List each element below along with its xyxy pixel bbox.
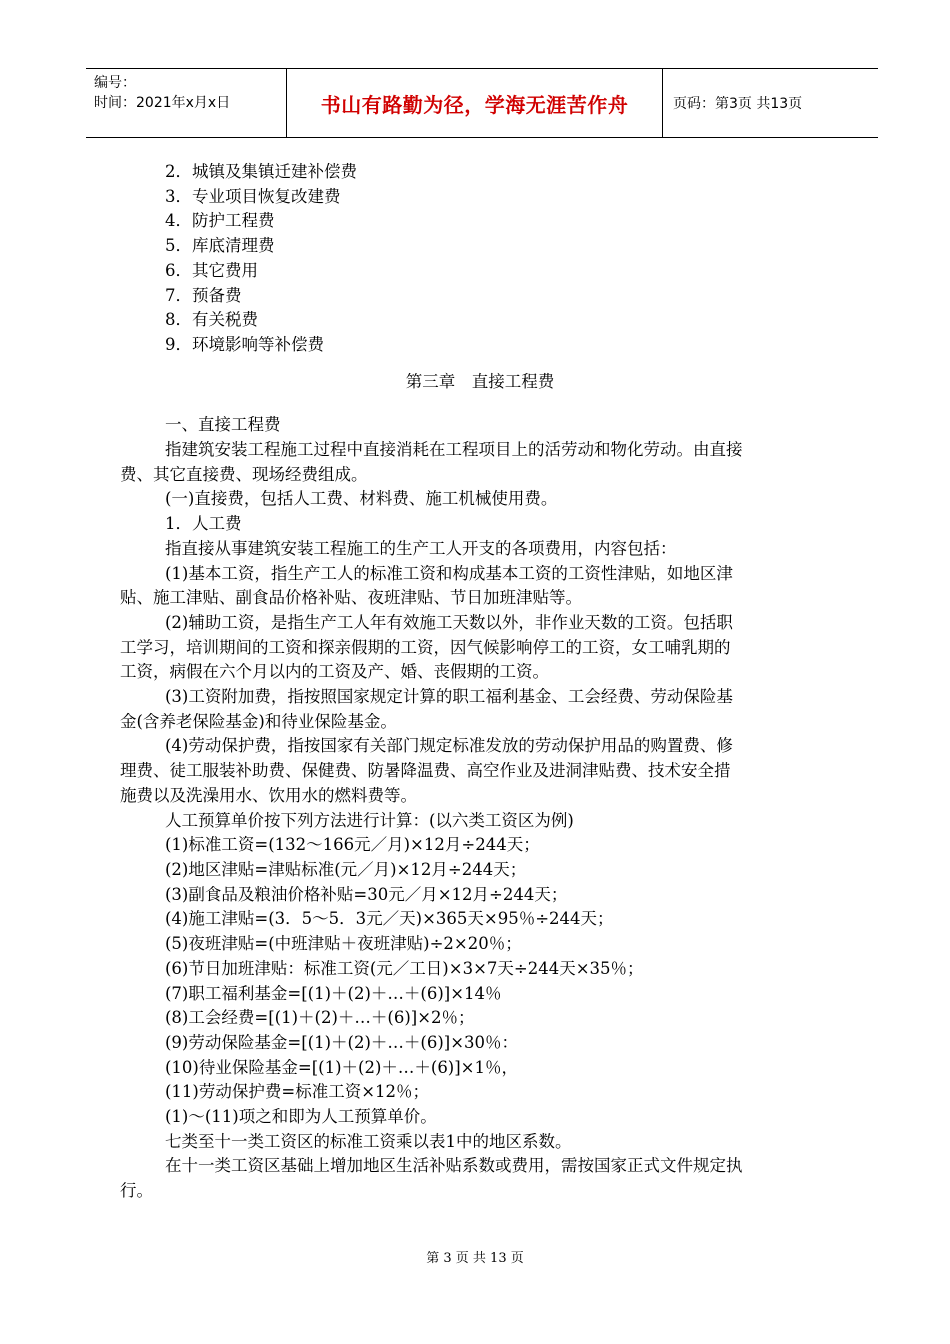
list-item: 5．库底清理费: [165, 236, 275, 256]
paragraph-line: (11)劳动保护费=标准工资×12％；: [165, 1082, 430, 1102]
paragraph-line: (5)夜班津贴=(中班津贴＋夜班津贴)÷2×20％；: [165, 934, 522, 954]
paragraph-line: 指直接从事建筑安装工程施工的生产工人开支的各项费用，内容包括：: [165, 538, 677, 558]
paragraph-line: (4)施工津贴=(3．5～5．3元／天)×365天×95％÷244天；: [165, 909, 614, 929]
paragraph-line: (4)劳动保护费，指按国家有关部门规定标准发放的劳动保护用品的购置费、修: [165, 736, 733, 756]
paragraph-line: (2)辅助工资，是指生产工人年有效施工天数以外，非作业天数的工资。包括职: [165, 612, 733, 632]
list-item: 6．其它费用: [165, 260, 258, 280]
paragraph-line: 1．人工费: [165, 514, 242, 534]
paragraph-line: (10)待业保险基金=[(1)＋(2)＋…＋(6)]×1％，: [165, 1057, 519, 1077]
paragraph-line: (3)工资附加费，指按照国家规定计算的职工福利基金、工会经费、劳动保险基: [165, 687, 733, 707]
paragraph-line: 行。: [120, 1181, 153, 1201]
document-time-label: 时间：2021年x月x日: [94, 95, 231, 111]
header-page-info: 页码：第3页 共13页: [673, 96, 803, 112]
paragraph-line: (9)劳动保险基金=[(1)＋(2)＋…＋(6)]×30％：: [165, 1032, 519, 1052]
paragraph-line: (8)工会经费=[(1)＋(2)＋…＋(6)]×2％；: [165, 1008, 475, 1028]
document-body: [120, 160, 840, 1204]
paragraph-line: 贴、施工津贴、副食品价格补贴、夜班津贴、节日加班津贴等。: [120, 588, 582, 608]
paragraph-line: 七类至十一类工资区的标准工资乘以表1中的地区系数。: [165, 1131, 572, 1151]
paragraph-line: 指建筑安装工程施工过程中直接消耗在工程项目上的活劳动和物化劳动。由直接: [165, 440, 743, 460]
paragraph-line: (一)直接费，包括人工费、材料费、施工机械使用费。: [165, 489, 558, 509]
chapter-title: 第三章 直接工程费: [405, 371, 555, 391]
paragraph-line: 费、其它直接费、现场经费组成。: [120, 464, 368, 484]
list-item: 9．环境影响等补偿费: [165, 334, 324, 354]
paragraph-line: (2)地区津贴=津贴标准(元／月)×12月÷244天；: [165, 859, 527, 879]
paragraph-line: 人工预算单价按下列方法进行计算：(以六类工资区为例): [165, 810, 574, 830]
paragraph-line: (7)职工福利基金=[(1)＋(2)＋…＋(6)]×14％: [165, 983, 502, 1003]
header-meta: [86, 69, 287, 137]
document-number-label: 编号：: [94, 75, 136, 91]
paragraph-line: 金(含养老保险基金)和待业保险基金。: [120, 711, 397, 731]
page-footer: 第 3 页 共 13 页: [426, 1251, 524, 1266]
header-motto: 书山有路勤为径，学海无涯苦作舟: [287, 69, 663, 137]
list-item: 4．防护工程费: [165, 211, 275, 231]
paragraph-line: 一、直接工程费: [165, 415, 281, 435]
paragraph-line: 理费、徒工服装补助费、保健费、防暑降温费、高空作业及进洞津贴费、技术安全措: [120, 761, 731, 781]
paragraph-line: (3)副食品及粮油价格补贴=30元／月×12月÷244天；: [165, 884, 568, 904]
list-item: 7．预备费: [165, 285, 242, 305]
list-item: 2．城镇及集镇迁建补偿费: [165, 162, 357, 181]
list-item: 8．有关税费: [165, 310, 258, 330]
body-paragraphs: [120, 413, 840, 1204]
paragraph-line: 工资，病假在六个月以内的工资及产、婚、丧假期的工资。: [120, 662, 549, 682]
list-item: 3．专业项目恢复改建费: [165, 186, 341, 206]
paragraph-line: 工学习，培训期间的工资和探亲假期的工资，因气候影响停工的工资，女工哺乳期的: [120, 637, 731, 657]
paragraph-line: (1)标准工资=(132～166元／月)×12月÷244天；: [165, 835, 540, 855]
paragraph-line: (6)节日加班津贴：标准工资(元／工日)×3×7天÷244天×35％；: [165, 958, 644, 978]
page-header: [86, 68, 878, 138]
paragraph-line: 施费以及洗澡用水、饮用水的燃料费等。: [120, 785, 417, 805]
paragraph-line: (1)～(11)项之和即为人工预算单价。: [165, 1107, 437, 1127]
paragraph-line: 在十一类工资区基础上增加地区生活补贴系数或费用，需按国家正式文件规定执: [165, 1156, 743, 1176]
paragraph-line: (1)基本工资，指生产工人的标准工资和构成基本工资的工资性津贴，如地区津: [165, 563, 733, 583]
fee-list: [120, 160, 840, 358]
